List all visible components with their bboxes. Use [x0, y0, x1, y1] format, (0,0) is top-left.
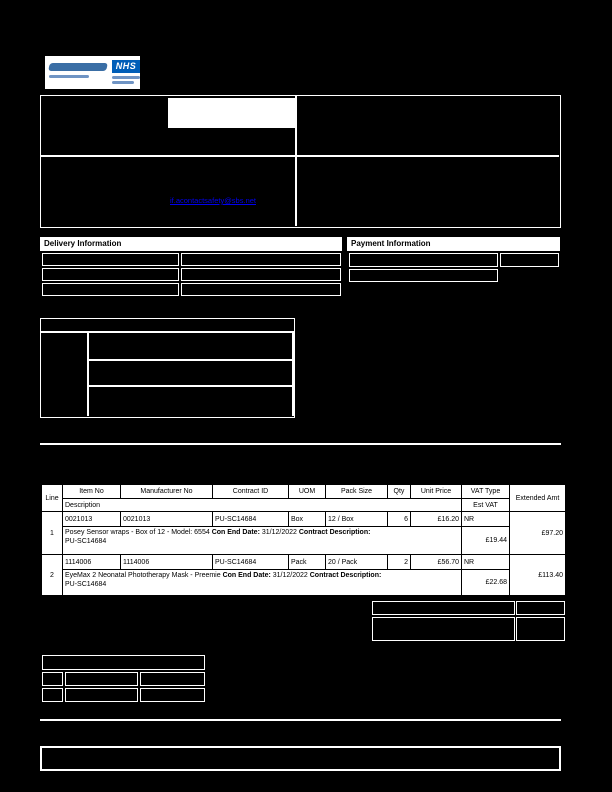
cell-qty: 2 — [388, 555, 411, 570]
description-line-1: EyeMax 2 Neonatal Phototherapy Mask - Preemie Con End Date: 31/12/2022 Contract Description: — [65, 572, 382, 579]
redacted-total-label — [372, 617, 515, 641]
description-line-2: PU-SC14684 — [65, 538, 107, 545]
col-header-uom: UOM — [289, 485, 326, 499]
cell-vat-type: NR — [462, 512, 510, 527]
redacted-field — [500, 253, 559, 267]
cell-description — [63, 570, 462, 596]
col-header-vat-type: VAT Type — [462, 485, 510, 499]
header-horizontal-divider — [41, 155, 559, 157]
redacted-field — [42, 655, 205, 670]
footer-separator-line — [40, 719, 561, 721]
cell-extended-amt: £97.20 — [510, 512, 566, 555]
cell-line-no: 2 — [42, 555, 63, 596]
footer-box — [40, 746, 561, 771]
col-header-manufacturer-no: Manufacturer No — [121, 485, 213, 499]
nhs-logo-caption-redacted — [112, 76, 140, 79]
detail-divider — [41, 331, 293, 333]
redacted-field — [349, 253, 498, 267]
cell-qty: 6 — [388, 512, 411, 527]
redacted-field — [65, 672, 138, 686]
cell-uom: Pack — [289, 555, 326, 570]
po-header-box — [40, 95, 561, 228]
description-line-2: PU-SC14684 — [65, 581, 107, 588]
item-row — [42, 512, 566, 527]
redacted-field — [140, 672, 205, 686]
redacted-field — [140, 688, 205, 702]
delivery-title-label: Delivery Information — [44, 239, 122, 248]
section-separator-line — [40, 443, 561, 445]
redacted-field — [65, 688, 138, 702]
col-header-extended-amt: Extended Amt — [510, 485, 566, 512]
description-line-1: Posey Sensor wraps - Box of 12 - Model: 6554 Con End Date: 31/12/2022 Contract Description: — [65, 529, 371, 536]
detail-divider — [292, 331, 294, 416]
cell-manufacturer-no: 0021013 — [121, 512, 213, 527]
cell-uom: Box — [289, 512, 326, 527]
col-header-item-no: Item No — [63, 485, 121, 499]
cell-pack-size: 20 / Pack — [326, 555, 388, 570]
redacted-field — [42, 283, 179, 296]
cell-contract-id: PU-SC14684 — [213, 555, 289, 570]
cell-contract-id: PU-SC14684 — [213, 512, 289, 527]
cell-line-no: 1 — [42, 512, 63, 555]
cell-unit-price: £56.70 — [411, 555, 462, 570]
po-title-blank-box — [168, 98, 296, 128]
trust-name-script-redacted — [48, 63, 108, 71]
cell-manufacturer-no: 1114006 — [121, 555, 213, 570]
email-link[interactable]: if.acontactsafety@sbs.net — [170, 196, 256, 205]
cell-item-no: 1114006 — [63, 555, 121, 570]
item-row — [42, 555, 566, 570]
redacted-total-value — [516, 617, 565, 641]
items-header-row-2 — [42, 499, 566, 512]
cell-est-vat: £19.44 — [462, 527, 510, 555]
redacted-field — [181, 268, 341, 281]
delivery-section-title — [40, 237, 342, 251]
letterhead-box — [45, 56, 140, 89]
cell-extended-amt: £113.40 — [510, 555, 566, 596]
cell-vat-type: NR — [462, 555, 510, 570]
redacted-field — [181, 253, 341, 266]
payment-section-title — [347, 237, 560, 251]
cell-item-no: 0021013 — [63, 512, 121, 527]
nhs-logo — [112, 60, 140, 73]
trust-subtext-redacted — [49, 75, 89, 78]
col-header-pack-size: Pack Size — [326, 485, 388, 499]
col-header-unit-price: Unit Price — [411, 485, 462, 499]
line-items-table — [41, 484, 566, 596]
cell-pack-size: 12 / Box — [326, 512, 388, 527]
redacted-total-value — [516, 601, 565, 615]
detail-divider — [87, 331, 89, 416]
item-description-row — [42, 570, 566, 596]
redacted-field — [349, 269, 498, 282]
payment-title-label: Payment Information — [351, 239, 431, 248]
address-detail-box — [40, 318, 295, 418]
col-header-description: Description — [63, 499, 462, 512]
cell-description — [63, 527, 462, 555]
redacted-field — [42, 268, 179, 281]
redacted-field — [42, 688, 63, 702]
col-header-contract-id: Contract ID — [213, 485, 289, 499]
item-description-row — [42, 527, 566, 555]
redacted-field — [42, 253, 179, 266]
col-header-est-vat: Est VAT — [462, 499, 510, 512]
cell-est-vat: £22.68 — [462, 570, 510, 596]
col-header-line: Line — [42, 485, 63, 512]
redacted-field — [181, 283, 341, 296]
items-header-row-1 — [42, 485, 566, 499]
detail-divider — [87, 385, 293, 387]
nhs-logo-caption-redacted — [112, 81, 134, 84]
redacted-total-label — [372, 601, 515, 615]
redacted-field — [42, 672, 63, 686]
cell-unit-price: £16.20 — [411, 512, 462, 527]
nhs-logo-text: NHS — [115, 61, 137, 71]
detail-divider — [87, 359, 293, 361]
col-header-qty: Qty — [388, 485, 411, 499]
